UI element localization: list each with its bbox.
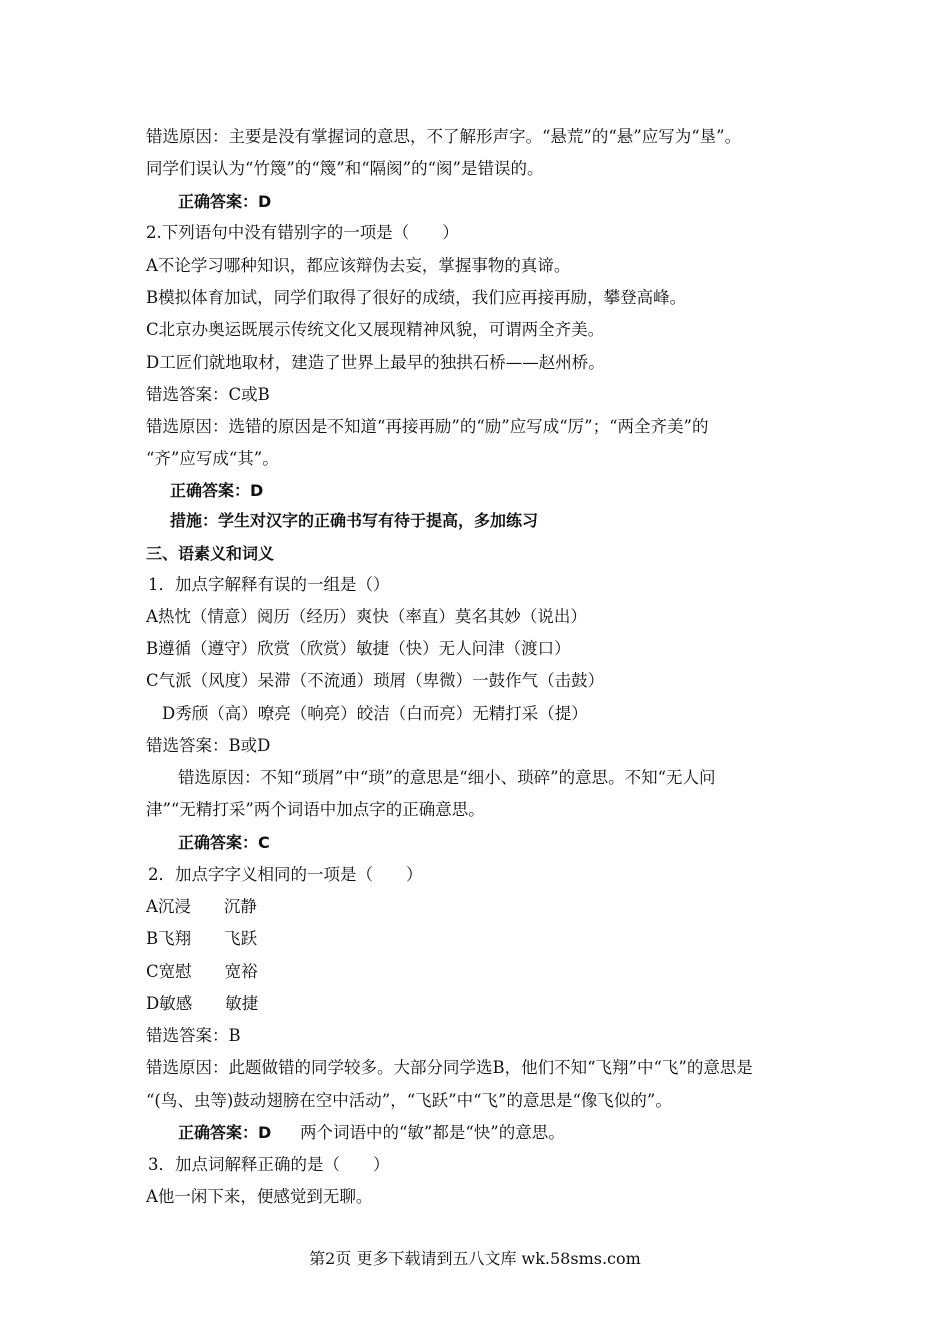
option-line: C宽慰 宽裕 [146,962,258,981]
measure-line: 措施：学生对汉字的正确书写有待于提高，多加练习 [170,511,539,530]
answer-line: 正确答案：D [170,481,264,500]
question-line: 2．加点字字义相同的一项是（ ） [148,865,423,884]
text-line: “齐”应写成“其”。 [146,449,279,468]
option-line: B飞翔 飞跃 [146,929,258,948]
page-footer: 第2页 更多下载请到五八文库 wk.58sms.com [309,1249,641,1268]
question-line: 2.下列语句中没有错别字的一项是（ ） [146,223,459,242]
text-line: 错选答案：B [146,1026,241,1045]
option-line: D秀颀（高）嘹亮（响亮）皎洁（白而亮）无精打采（提） [162,704,588,723]
option-line: B模拟体育加试，同学们取得了很好的成绩，我们应再接再励，攀登高峰。 [146,288,687,307]
text-line: 错选原因：主要是没有掌握词的意思，不了解形声字。“悬荒”的“悬”应写为“垦”。 [146,127,742,146]
answer-line: 正确答案：C [178,833,270,852]
text-line: 同学们误认为“竹篾”的“篾”和“隔阂”的“阂”是错误的。 [146,159,544,178]
answer-line: 正确答案：D [178,192,272,211]
option-line: C北京办奥运既展示传统文化又展现精神风貌，可谓两全齐美。 [146,320,605,339]
text-line: 错选答案：B或D [146,736,271,755]
option-line: A沉浸 沉静 [146,897,257,916]
text-line: 错选答案：C或B [146,385,270,404]
text-line: “(鸟、虫等)鼓动翅膀在空中活动”，“飞跃”中“飞”的意思是“像飞似的”。 [146,1091,672,1110]
text-line: 两个词语中的“敏”都是“快”的意思。 [300,1123,565,1142]
answer-line: 正确答案：D [178,1123,272,1142]
option-line: C气派（风度）呆滞（不流通）琐屑（卑微）一鼓作气（击鼓） [146,671,605,690]
text-line: 错选原因：选错的原因是不知道“再接再励”的“励”应写成“厉”；“两全齐美”的 [146,417,709,436]
text-line: 津”“无精打采”两个词语中加点字的正确意思。 [146,800,485,819]
section-heading: 三、语素义和词义 [146,544,275,563]
question-line: 1．加点字解释有误的一组是（） [148,575,390,594]
question-line: 3．加点词解释正确的是（ ） [148,1155,390,1174]
option-line: A热忱（情意）阅历（经历）爽快（率直）莫名其妙（说出） [146,607,587,626]
option-line: D工匠们就地取材，建造了世界上最早的独拱石桥——赵州桥。 [146,353,605,372]
text-line: 错选原因：不知“琐屑”中“琐”的意思是“细小、琐碎”的意思。不知“无人问 [178,768,716,787]
option-line: B遵循（遵守）欣赏（欣赏）敏捷（快）无人问津（渡口） [146,639,571,658]
option-line: D敏感 敏捷 [146,994,259,1013]
option-line: A不论学习哪种知识，都应该辩伪去妄，掌握事物的真谛。 [146,256,571,275]
text-line: 错选原因：此题做错的同学较多。大部分同学选B，他们不知“飞翔”中“飞”的意思是 [146,1058,753,1077]
option-line: A他一闲下来，便感觉到无聊。 [146,1187,373,1206]
